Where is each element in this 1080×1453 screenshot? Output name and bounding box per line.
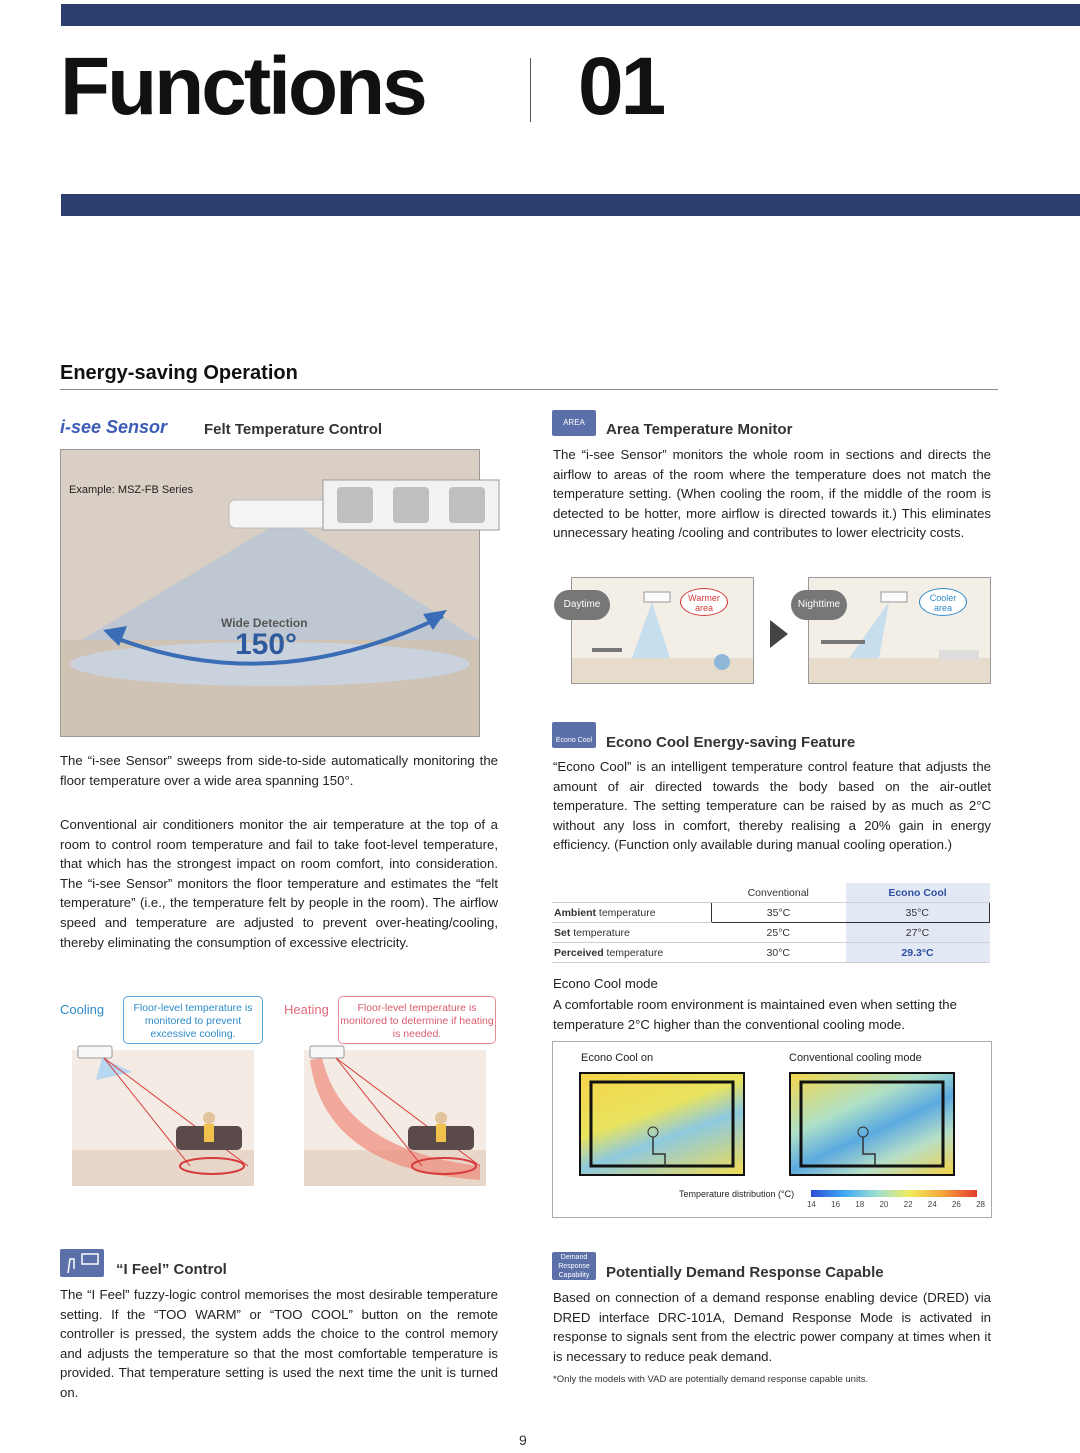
daytime-label: Daytime: [554, 590, 610, 620]
cell-conventional: 30°C: [711, 943, 846, 963]
table-row: [552, 923, 990, 943]
cooler-area-label: Cooler area: [919, 588, 967, 616]
isee-heading: Felt Temperature Control: [204, 421, 383, 438]
cooling-room-illustration: [72, 1050, 254, 1186]
tick-label: 16: [831, 1200, 841, 1209]
table-header-blank: [552, 883, 711, 903]
ifeel-icon: [60, 1249, 104, 1277]
demand-heading: Potentially Demand Response Capable: [606, 1264, 884, 1281]
cooling-label: Cooling: [60, 1002, 105, 1017]
thermal-right-label: Conventional cooling mode: [789, 1052, 922, 1064]
page-number: 9: [519, 1432, 527, 1448]
temperature-scale-bar: [811, 1190, 977, 1197]
tick-label: 28: [976, 1200, 985, 1209]
title-divider: [530, 58, 531, 122]
tick-label: 18: [855, 1200, 865, 1209]
cell-econo: 29.3°C: [846, 943, 990, 963]
cooling-note-text: Floor-level temperature is monitored to prevent excessive cooling.: [133, 1002, 253, 1040]
nighttime-label: Nighttime: [791, 590, 847, 620]
temperature-scale-ticks: [807, 1200, 985, 1209]
demand-icon-text: Demand Response Capability: [558, 1254, 590, 1279]
row-label-rest: temperature: [603, 946, 664, 959]
row-label-bold: Set: [554, 926, 571, 939]
table-row: [552, 903, 990, 923]
demand-para: Based on connection of a demand response enabling device (DRED) via DRED interface DRC-101A, Demand Response Mode is activated in response to signals sent from the electric power company at times when it is necessary to reduce peak demand.: [553, 1290, 991, 1364]
page-title: [60, 42, 425, 132]
tick-label: 20: [879, 1200, 889, 1209]
heating-label: Heating: [284, 1002, 329, 1017]
nighttime-illustration: [797, 577, 991, 684]
cell-econo: 27°C: [846, 923, 990, 943]
heating-note: [338, 996, 496, 1044]
isee-figure: [60, 449, 480, 737]
isee-logo: i-see Sensor: [60, 417, 168, 437]
row-label-rest: temperature: [570, 926, 630, 939]
econo-para: “Econo Cool” is an intelligent temperature control feature that adjusts the amount of air directed towards the body based on the air-outlet temperature. The setting temperature can be raised by as much as 2°C without any loss in comfort, thereby realising a 20% gain in energy efficiency. (Function only available during manual cooling operation.): [553, 759, 991, 853]
isee-para-1: The “i-see Sensor” sweeps from side-to-side automatically monitoring the floor temperature over a wide area spanning 150°.: [60, 753, 498, 788]
warmer-area-label: Warmer area: [680, 588, 728, 616]
econo-icon: [552, 722, 596, 748]
demand-note: *Only the models with VAD are potentially demand response capable units.: [553, 1374, 869, 1385]
ifeel-para: The “I Feel” fuzzy-logic control memorises the most desirable temperature setting. If the “TOO WARM” or “TOO COOL” button on the remote controller is pressed, the system adds the choice to the control memory and adjusts the temperature so that the most comfortable temperature is provided. That temperature setting is used the next time the unit is turned on.: [60, 1287, 498, 1400]
cell-conventional: 25°C: [711, 923, 846, 943]
area-para: The “i-see Sensor” monitors the whole room in sections and directs the airflow to areas of the room where the temperature does not match the temperature setting. (When cooling the room, if the middle of the room is detected to be hotter, more airflow is directed towards it.) This eliminates unnecessary heating /cooling and contributes to lower electricity costs.: [553, 447, 991, 541]
cooling-note: [123, 996, 263, 1044]
tick-label: 22: [903, 1200, 913, 1209]
heating-room-illustration: [304, 1050, 486, 1186]
table-header-econo: Econo Cool: [846, 883, 990, 903]
table-header-conventional: Conventional: [711, 883, 846, 903]
tick-label: 14: [807, 1200, 816, 1209]
thermal-figure: [552, 1041, 992, 1218]
header-bottom-bar: [61, 194, 1080, 216]
thermal-image-econo: [579, 1072, 745, 1176]
page-title-word: Functions: [60, 41, 425, 132]
ifeel-heading: “I Feel” Control: [116, 1261, 227, 1278]
section-title: Energy-saving Operation: [60, 362, 298, 384]
isee-para-2: Conventional air conditioners monitor the air temperature at the top of a room to control room temperature and fail to take foot-level temperature, that which has the strongest impact on room comfort, into consideration. The “i-see Sensor” monitors the floor temperature and estimates the “felt temperature” (i.e., the temperature felt by people in the room). The airflow speed and temperature are adjusted to prevent over-heating/cooling, thereby eliminating the consumption of excessive electricity.: [60, 817, 498, 950]
isee-angle: 150°: [235, 628, 298, 661]
area-icon-text: AREA: [563, 418, 585, 427]
row-label-bold: Perceived: [554, 946, 604, 959]
econo-heading: Econo Cool Energy-saving Feature: [606, 734, 856, 751]
isee-example-label: Example: MSZ-FB Series: [69, 484, 194, 496]
temperature-scale-label: Temperature distribution (°C): [679, 1189, 795, 1199]
section-rule: [60, 389, 998, 390]
demand-icon: [552, 1252, 596, 1280]
arrow-right-icon: [770, 620, 788, 648]
cell-econo: 35°C: [846, 903, 990, 923]
header-top-bar: [61, 4, 1080, 26]
cell-conventional: 35°C: [711, 903, 846, 923]
daytime-illustration: [563, 577, 754, 684]
tick-label: 24: [927, 1200, 937, 1209]
page-title-number: 01: [578, 41, 664, 132]
row-label-rest: temperature: [596, 906, 656, 919]
econo-mode-title: Econo Cool mode: [553, 976, 658, 991]
econo-icon-text: Econo Cool: [555, 737, 593, 744]
tick-label: 26: [951, 1200, 961, 1209]
econo-mode-para: A comfortable room environment is maintained even when setting the temperature 2°C higher than the conventional cooling mode.: [553, 997, 957, 1032]
econo-table: [552, 883, 990, 963]
thermal-image-conventional: [789, 1072, 955, 1176]
row-label-bold: Ambient: [554, 906, 596, 919]
heating-note-text: Floor-level temperature is monitored to determine if heating is needed.: [340, 1002, 494, 1040]
area-icon: [552, 410, 596, 436]
table-row: [552, 943, 990, 963]
isee-wide-detection: Wide Detection: [221, 616, 308, 630]
area-heading: Area Temperature Monitor: [606, 421, 793, 438]
thermal-left-label: Econo Cool on: [581, 1052, 654, 1064]
